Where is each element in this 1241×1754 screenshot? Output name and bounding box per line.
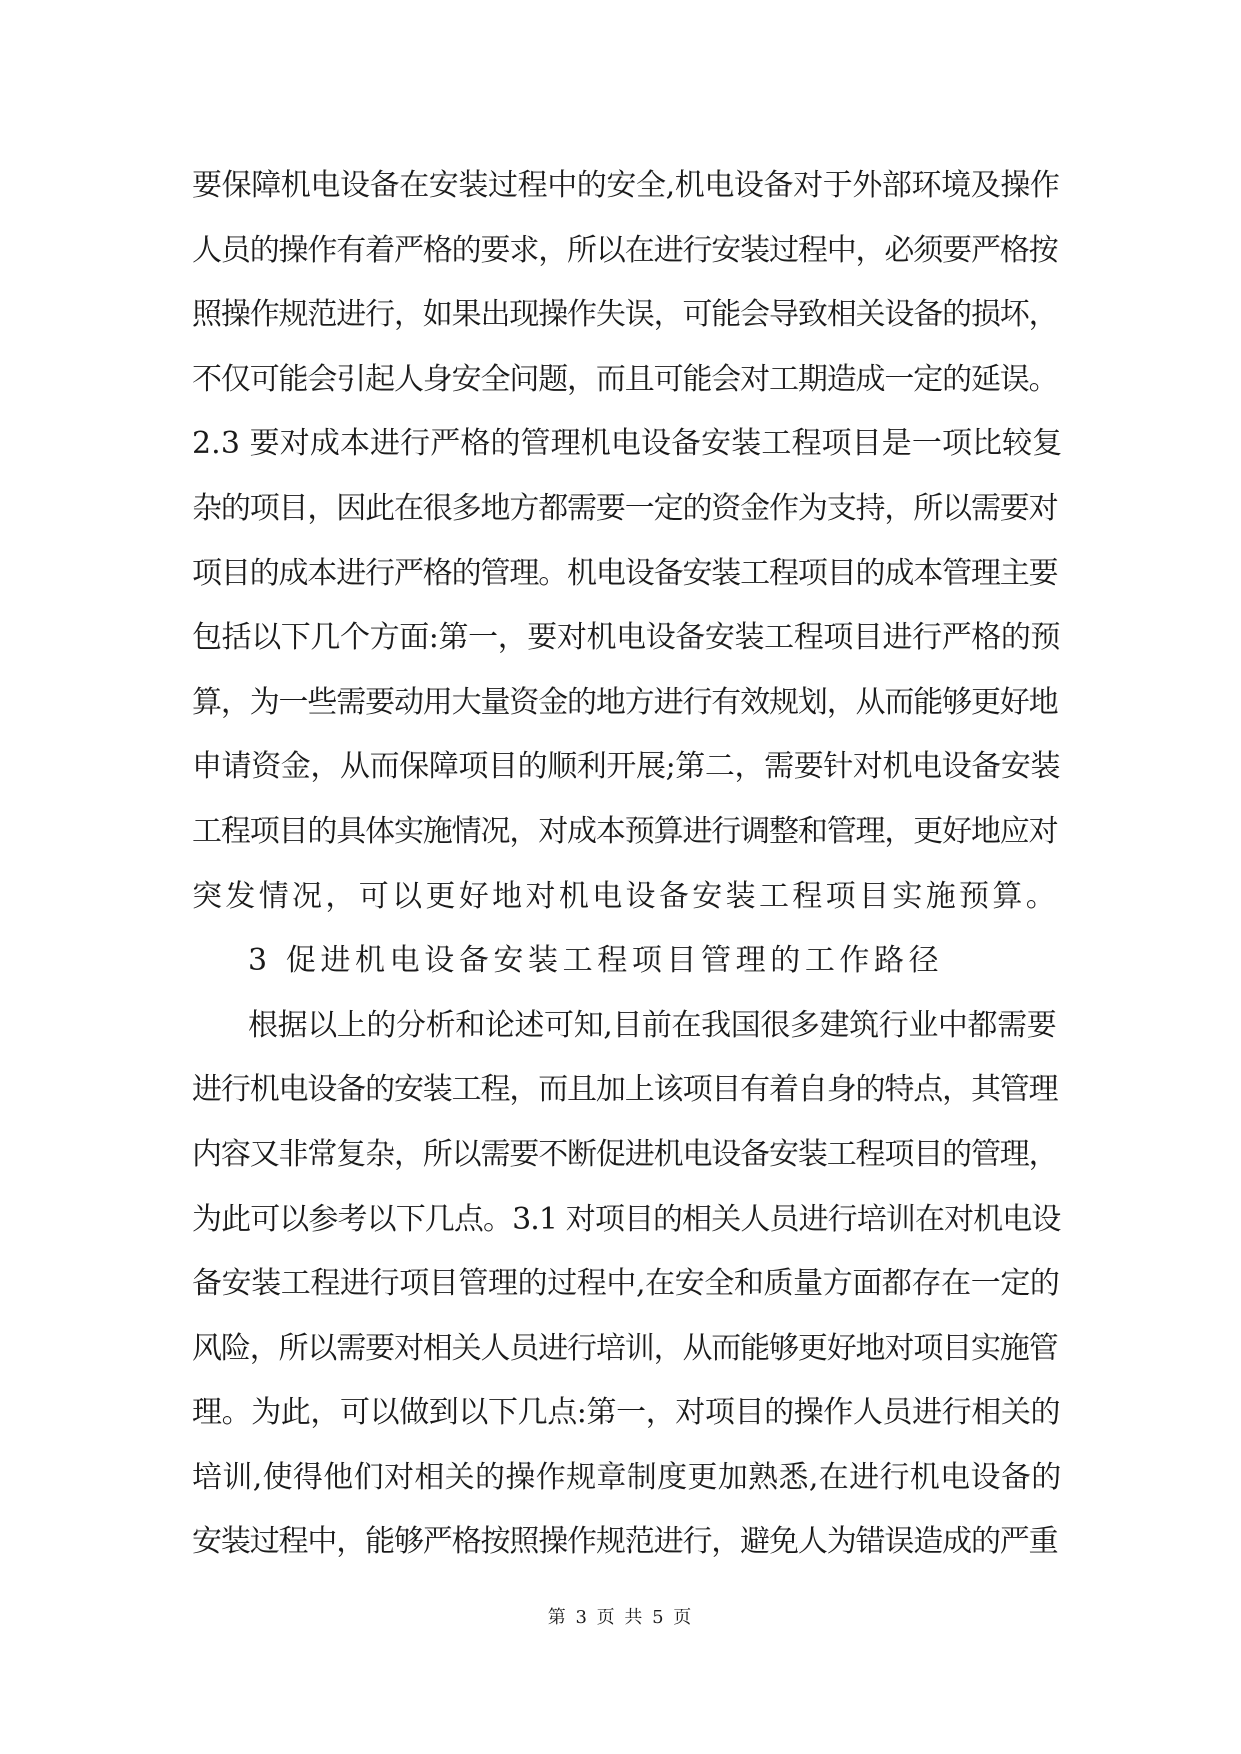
text-line: 为此可以参考以下几点。3.1 对项目的相关人员进行培训在对机电设 bbox=[192, 1201, 1061, 1237]
text-line: 风险，所以需要对相关人员进行培训，从而能够更好地对项目实施管 bbox=[192, 1330, 1058, 1366]
text-line: 申请资金，从而保障项目的顺利开展;第二，需要针对机电设备安装 bbox=[192, 749, 1061, 785]
body-text bbox=[192, 154, 1062, 1575]
text-line: 工程项目的具体实施情况，对成本预算进行调整和管理，更好地应对 bbox=[192, 813, 1058, 849]
text-line: 进行机电设备的安装工程，而且加上该项目有着自身的特点，其管理 bbox=[192, 1072, 1058, 1108]
text-line: 包括以下几个方面:第一，要对机电设备安装工程项目进行严格的预 bbox=[192, 620, 1061, 656]
page-number-footer: 第 3 页 共 5 页 bbox=[547, 1607, 694, 1628]
text-line: 杂的项目，因此在很多地方都需要一定的资金作为支持，所以需要对 bbox=[192, 490, 1058, 526]
text-line: 突发情况，可以更好地对机电设备安装工程项目实施预算。 bbox=[192, 878, 1060, 914]
text-line: 算，为一些需要动用大量资金的地方进行有效规划，从而能够更好地 bbox=[192, 684, 1058, 720]
text-line: 人员的操作有着严格的要求，所以在进行安装过程中，必须要严格按 bbox=[192, 232, 1058, 268]
text-line: 内容又非常复杂，所以需要不断促进机电设备安装工程项目的管理， bbox=[192, 1136, 1058, 1172]
text-line: 安装过程中，能够严格按照操作规范进行，避免人为错误造成的严重 bbox=[192, 1524, 1058, 1560]
text-line: 不仅可能会引起人身安全问题，而且可能会对工期造成一定的延误。 bbox=[192, 361, 1058, 397]
text-line: 项目的成本进行严格的管理。机电设备安装工程项目的成本管理主要 bbox=[192, 555, 1058, 591]
text-line: 要保障机电设备在安装过程中的安全,机电设备对于外部环境及操作 bbox=[192, 168, 1060, 203]
text-line: 备安装工程进行项目管理的过程中,在安全和质量方面都存在一定的 bbox=[192, 1266, 1060, 1302]
text-line: 照操作规范进行，如果出现操作失误，可能会导致相关设备的损坏， bbox=[192, 297, 1058, 333]
text-line: 理。为此，可以做到以下几点:第一，对项目的操作人员进行相关的 bbox=[192, 1395, 1061, 1431]
text-line: 根据以上的分析和论述可知,目前在我国很多建筑行业中都需要 bbox=[248, 1007, 1057, 1043]
section-heading: 3 促进机电设备安装工程项目管理的工作路径 bbox=[248, 943, 944, 979]
text-line: 培训,使得他们对相关的操作规章制度更加熟悉,在进行机电设备的 bbox=[192, 1459, 1062, 1495]
text-line: 2.3 要对成本进行严格的管理机电设备安装工程项目是一项比较复 bbox=[192, 426, 1063, 462]
